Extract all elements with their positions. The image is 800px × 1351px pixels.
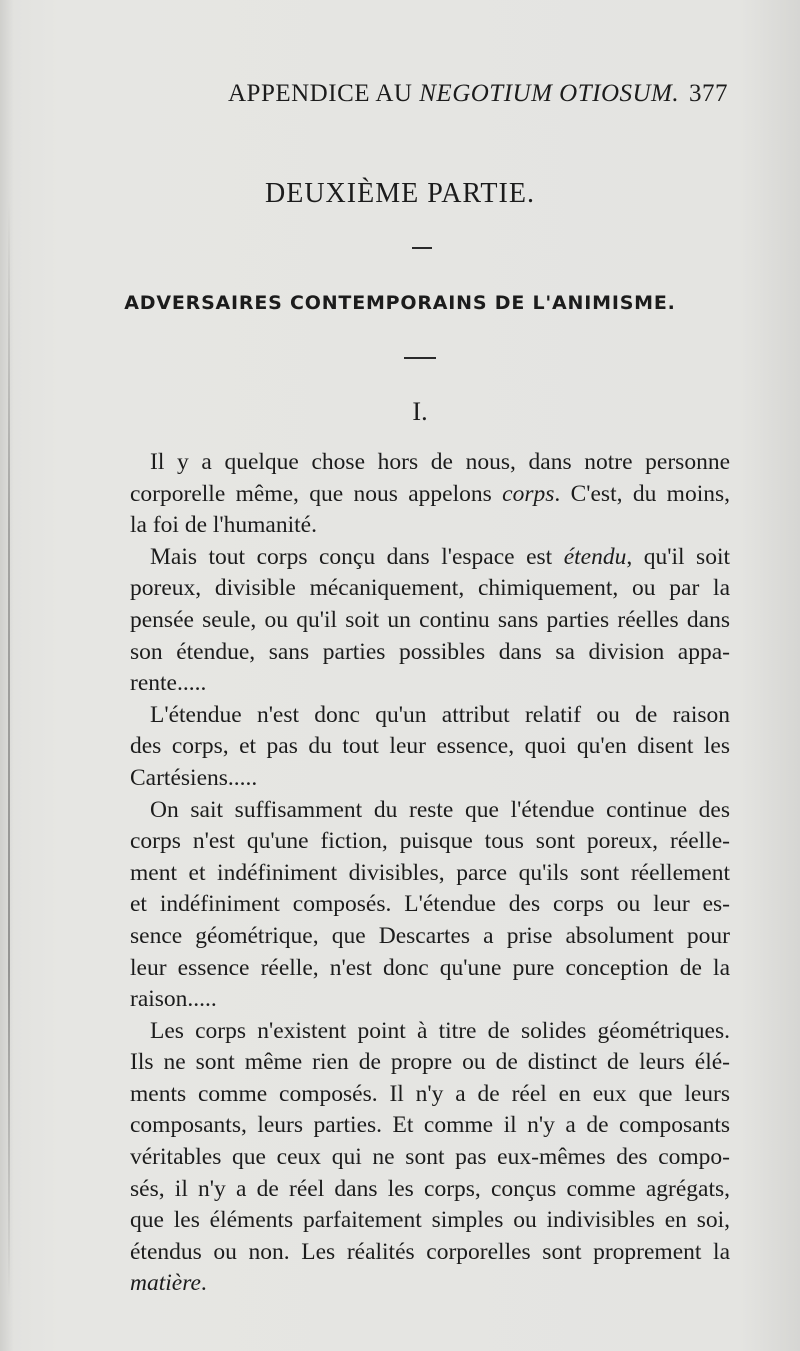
- text-line: L'étendue n'est donc qu'un attribut relatif ou de raison: [150, 701, 730, 728]
- italic-term: matière: [130, 1270, 201, 1297]
- text-line: corporelle même, que nous appelons corps. C'est, du moins,: [130, 480, 731, 507]
- paragraph: [130, 447, 730, 542]
- section-number: I.: [412, 397, 428, 426]
- text-line: sence géométrique, que Descartes a prise absolument pour: [130, 922, 730, 949]
- ornament-rule: [412, 247, 432, 249]
- section-subtitle: ADVERSAIRES CONTEMPORAINS DE L'ANIMISME.: [124, 292, 676, 314]
- text-line: Mais tout corps conçu dans l'espace est étendu, qu'il soit: [150, 543, 731, 570]
- body-text: [130, 447, 730, 1300]
- text-line: sés, il n'y a de réel dans les corps, conçus comme agrégats,: [130, 1175, 730, 1202]
- text-line: Cartésiens.....: [130, 764, 258, 791]
- text-line: composants, leurs parties. Et comme il n'y a de composants: [130, 1112, 730, 1139]
- italic-term: corps: [502, 480, 555, 507]
- text-line: ment et indéfiniment divisibles, parce qu'ils sont réellement: [130, 859, 730, 886]
- text-line: des corps, et pas du tout leur essence, quoi qu'en disent les: [130, 733, 730, 760]
- part-title: DEUXIÈME PARTIE.: [265, 178, 535, 209]
- text-line: Il y a quelque chose hors de nous, dans notre personne: [150, 449, 730, 475]
- section-rule: [404, 357, 436, 359]
- text-line: et indéfiniment composés. L'étendue des corps ou leur es-: [130, 891, 730, 918]
- paragraph: [130, 1016, 730, 1300]
- text-line: la foi de l'humanité.: [130, 512, 317, 539]
- text-line: matière.: [130, 1270, 207, 1297]
- italic-term: étendu: [563, 543, 627, 570]
- paragraph: [130, 542, 730, 700]
- paragraph: [130, 700, 730, 795]
- text-line: leur essence réelle, n'est donc qu'une pure conception de la: [130, 954, 730, 981]
- text-line: pensée seule, ou qu'il soit un continu sans parties réelles dans: [130, 606, 730, 633]
- paragraph: [130, 795, 730, 1016]
- text-line: rente.....: [130, 670, 207, 697]
- text-line: raison.....: [130, 986, 217, 1013]
- text-line: étendus ou non. Les réalités corporelles sont proprement la: [130, 1238, 730, 1265]
- text-line: que les éléments parfaitement simples ou indivisibles en soi,: [130, 1207, 730, 1234]
- page-number: 377: [689, 80, 728, 107]
- page-gutter-shadow: [8, 200, 10, 1300]
- text-line: corps n'est qu'une fiction, puisque tous sont poreux, réelle-: [130, 828, 730, 855]
- text-line: son étendue, sans parties possibles dans sa division appa-: [130, 638, 730, 665]
- running-head-title: APPENDICE AU NEGOTIUM OTIOSUM.: [228, 80, 680, 107]
- text-line: Les corps n'existent point à titre de solides géométriques.: [150, 1017, 730, 1044]
- text-line: véritables que ceux qui ne sont pas eux-mêmes des compo-: [130, 1144, 730, 1171]
- text-line: poreux, divisible mécaniquement, chimiquement, ou par la: [130, 575, 730, 602]
- text-line: Ils ne sont même rien de propre ou de distinct de leurs élé-: [130, 1049, 730, 1076]
- running-head: [228, 80, 728, 120]
- text-line: On sait suffisamment du reste que l'étendue continue des: [150, 796, 730, 823]
- text-line: ments comme composés. Il n'y a de réel en eux que leurs: [130, 1080, 730, 1107]
